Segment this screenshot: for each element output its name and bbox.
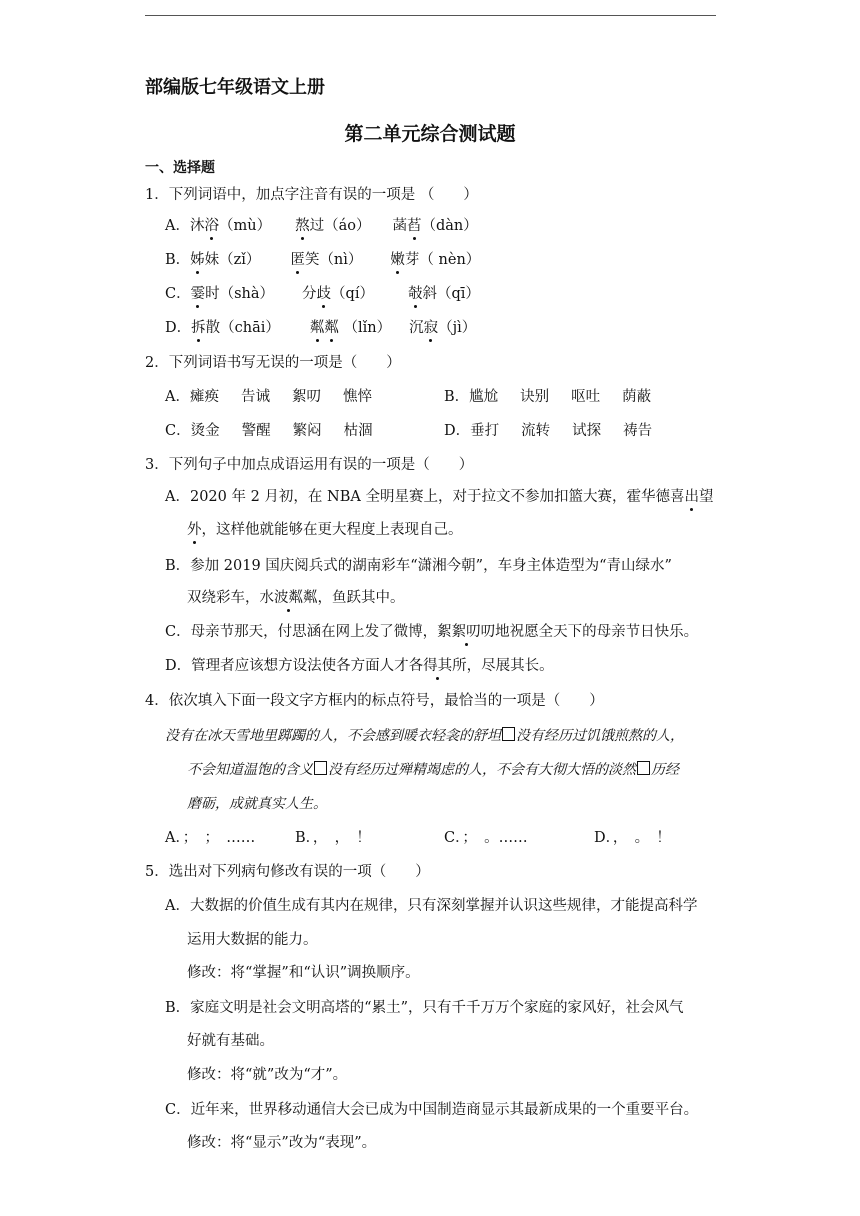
q4-option-b[interactable]: B．， ， ！ [295,830,371,846]
emphasis-dot-char: 霎 [190,286,206,302]
question-5-stem: 5．选出对下列病句修改有误的一项（ ） [145,864,430,880]
q2-option-b[interactable]: B．尴尬 诀别 呕吐 荫蔽 [444,389,652,405]
q3-option-c[interactable]: C．母亲节那天，付思涵在网上发了微博，絮絮叨叨地祝愿全天下的母亲节日快乐。 [165,624,699,640]
emphasis-dot-char: 浴 [204,218,219,234]
emphasis-dot-char: 寂 [423,320,439,336]
doc-subtitle: 第二单元综合测试题 [344,123,516,145]
emphasis-dot-char: 粼 [309,320,325,336]
question-3-stem: 3．下列句子中加点成语运用有误的一项是（ ） [145,457,474,473]
question-2-stem: 2．下列词语书写无误的一项是（ ） [145,355,401,371]
q5-option-a[interactable]: A．大数据的价值生成有其内在规律，只有深刻掌握并认识这些规律，才能提高科学 [165,898,698,914]
blank-box [637,761,650,775]
emphasis-dot-char: 歧 [316,286,332,302]
emphasis-dot-char: 姊 [190,252,205,268]
question-1-stem: 1．下列词语中，加点字注音有误的一项是 （ ） [145,187,478,203]
q4-option-a[interactable]: A．； ； …… [165,830,256,846]
q5-option-c[interactable]: C．近年来，世界移动通信大会已成为中国制造商显示其最新成果的一个重要平台。 [165,1102,699,1118]
section-heading: 一、选择题 [145,160,215,176]
q5-option-b-cont: 好就有基础。 [187,1033,274,1049]
q3-option-d[interactable]: D．管理者应该想方设法使各方面人才各得其所，尽展其长。 [165,658,554,674]
q3-option-a-cont: 外，这样他就能够在更大程度上表现自己。 [187,522,463,538]
question-4-stem: 4．依次填入下面一段文字方框内的标点符号，最恰当的一项是（ ） [145,693,604,709]
doc-title: 部编版七年级语文上册 [145,77,325,98]
emphasis-dot-char: 拆 [191,320,206,336]
emphasis-dot-char: 熬 [295,218,310,234]
emphasis-dot-char: 匿 [290,252,305,268]
emphasis-dot-char: 外 [187,522,202,538]
q2-option-a[interactable]: A．瘫痪 告诫 絮叨 憔悴 [165,389,372,405]
q5-option-b[interactable]: B．家庭文明是社会文明高塔的“累土”，只有千千万万个家庭的家风好，社会风气 [165,1000,684,1016]
q5-option-b-fix: 修改：将“就”改为“才”。 [187,1067,348,1083]
q1-option-d[interactable]: D．拆散（chāi） 粼粼 （lǐn） 沉寂（jì） [165,320,477,336]
q3-option-b[interactable]: B．参加 2019 国庆阅兵式的湖南彩车“潇湘今朝”，车身主体造型为“青山绿水” [165,558,672,574]
emphasis-dot-char: 嫩 [390,252,405,268]
q5-option-a-fix: 修改：将“掌握”和“认识”调换顺序。 [187,965,420,981]
blank-box [502,727,515,741]
emphasis-dot-char: 喜出望 [669,489,714,505]
q1-option-a[interactable]: A．沐浴（mù） 熬过（áo） 菡萏（dàn） [165,218,478,234]
q2-option-d[interactable]: D．垂打 流转 试探 祷告 [444,423,653,439]
q5-option-a-cont: 运用大数据的能力。 [187,932,318,948]
emphasis-dot-char: 各得其所 [408,658,467,674]
emphasis-dot-char: 萏 [406,218,422,234]
emphasis-dot-char: 攲 [407,286,423,302]
q5-option-c-fix: 修改：将“显示”改为“表现”。 [187,1135,377,1151]
q4-option-c[interactable]: C．； 。…… [444,830,528,846]
q4-passage-line-3: 磨砺，成就真实人生。 [187,796,327,812]
q2-option-c[interactable]: C．烫金 警醒 繁闷 枯涸 [165,423,373,439]
emphasis-dot-char: 絮絮叨叨 [437,624,496,640]
q3-option-a[interactable]: A．2020 年 2 月初，在 NBA 全明星赛上，对于拉文不参加扣篮大赛，霍华德喜出望 [165,489,714,505]
emphasis-dot-char: 粼 [324,320,339,336]
header-rule [145,15,716,16]
q3-option-b-cont: 双绕彩车，水波粼粼，鱼跃其中。 [187,590,405,606]
blank-box [314,761,327,775]
q4-passage-line-1: 没有在冰天雪地里踯躅的人，不会感到暖衣轻衾的舒坦 没有经历过饥饿煎熬的人， [165,728,684,744]
emphasis-dot-char: 水波粼粼 [259,590,318,606]
q4-passage-line-2: 不会知道温饱的含义 没有经历过殚精竭虑的人，不会有大彻大悟的淡然 历经 [187,762,679,778]
q4-option-d[interactable]: D．， 。 ！ [594,830,671,846]
q1-option-c[interactable]: C．霎时（shà） 分歧（qí） 攲斜（qī） [165,286,480,302]
q1-option-b[interactable]: B．姊妹（zǐ） 匿笑（nì） 嫩芽（ nèn） [165,252,481,268]
